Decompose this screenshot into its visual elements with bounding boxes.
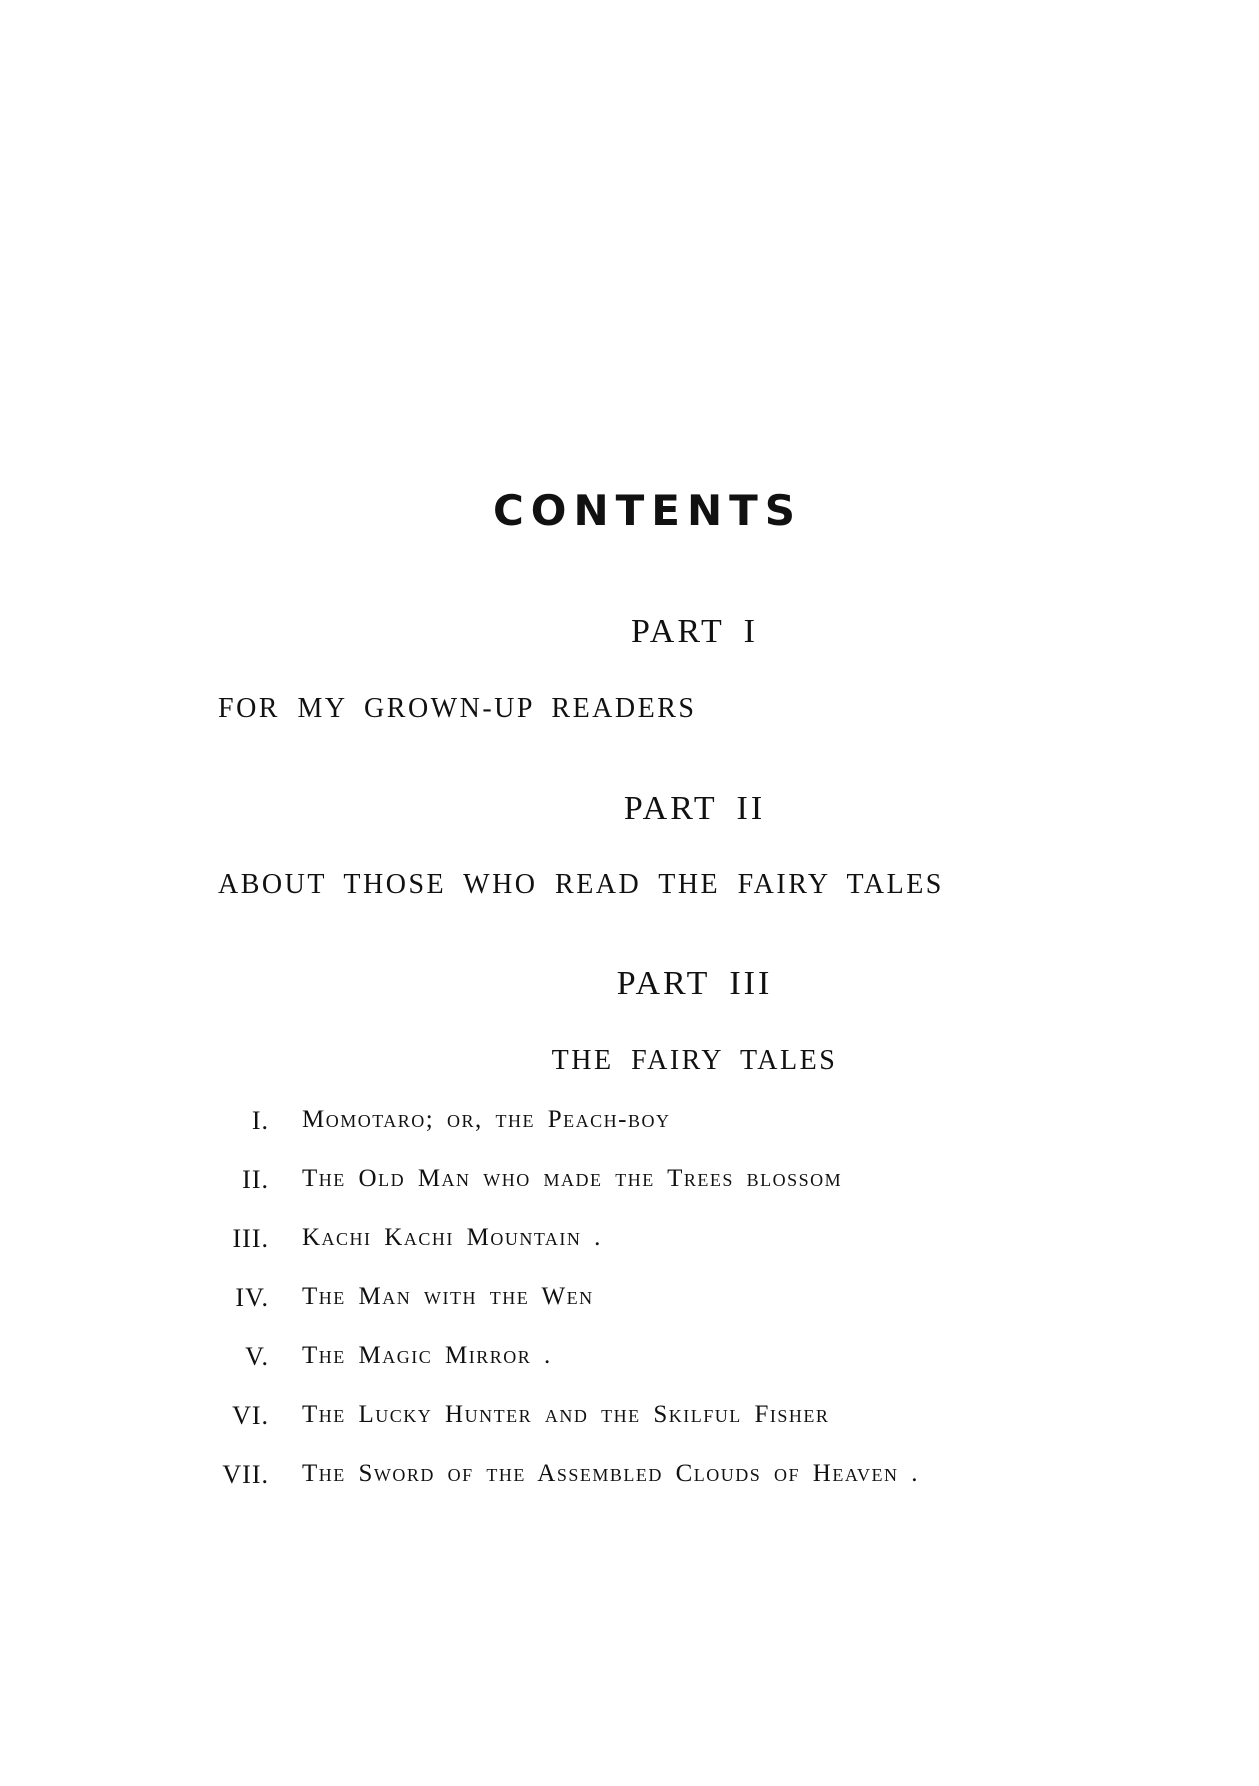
part-subtitle-3: THE FAIRY TALES	[551, 1045, 838, 1076]
tale-title: The Sword of the Assembled Clouds of Heaven .	[302, 1460, 920, 1487]
tale-number: VI.	[232, 1401, 269, 1430]
tale-item[interactable]	[0, 1342, 1259, 1382]
tale-title: The Lucky Hunter and the Skilful Fisher	[302, 1401, 830, 1428]
part-heading-2: PART II	[623, 790, 766, 827]
tale-title: The Old Man who made the Trees blossom	[302, 1165, 843, 1192]
tale-item[interactable]	[0, 1460, 1259, 1500]
tale-title: The Man with the Wen	[302, 1283, 594, 1310]
page-title: CONTENTS	[492, 486, 803, 535]
tale-number: III.	[232, 1224, 269, 1253]
tale-number: VII.	[222, 1460, 269, 1489]
tale-item[interactable]	[0, 1283, 1259, 1323]
tale-title: The Magic Mirror .	[302, 1342, 552, 1369]
tale-number: V.	[245, 1342, 269, 1371]
tale-number: IV.	[235, 1283, 269, 1312]
part-heading-3: PART III	[616, 965, 773, 1002]
part-heading-1: PART I	[631, 613, 758, 650]
tale-item[interactable]	[0, 1165, 1259, 1205]
tale-title: Kachi Kachi Mountain .	[302, 1224, 602, 1251]
tale-item[interactable]	[0, 1401, 1259, 1441]
tale-number: I.	[251, 1106, 269, 1135]
part-subtitle-2: ABOUT THOSE WHO READ THE FAIRY TALES	[218, 869, 944, 900]
tale-item[interactable]	[0, 1224, 1259, 1264]
part-subtitle-1: FOR MY GROWN-UP READERS	[218, 693, 697, 724]
tale-title: Momotaro; or, the Peach-boy	[302, 1106, 671, 1133]
tale-item[interactable]	[0, 1106, 1259, 1146]
tale-number: II.	[242, 1165, 269, 1194]
